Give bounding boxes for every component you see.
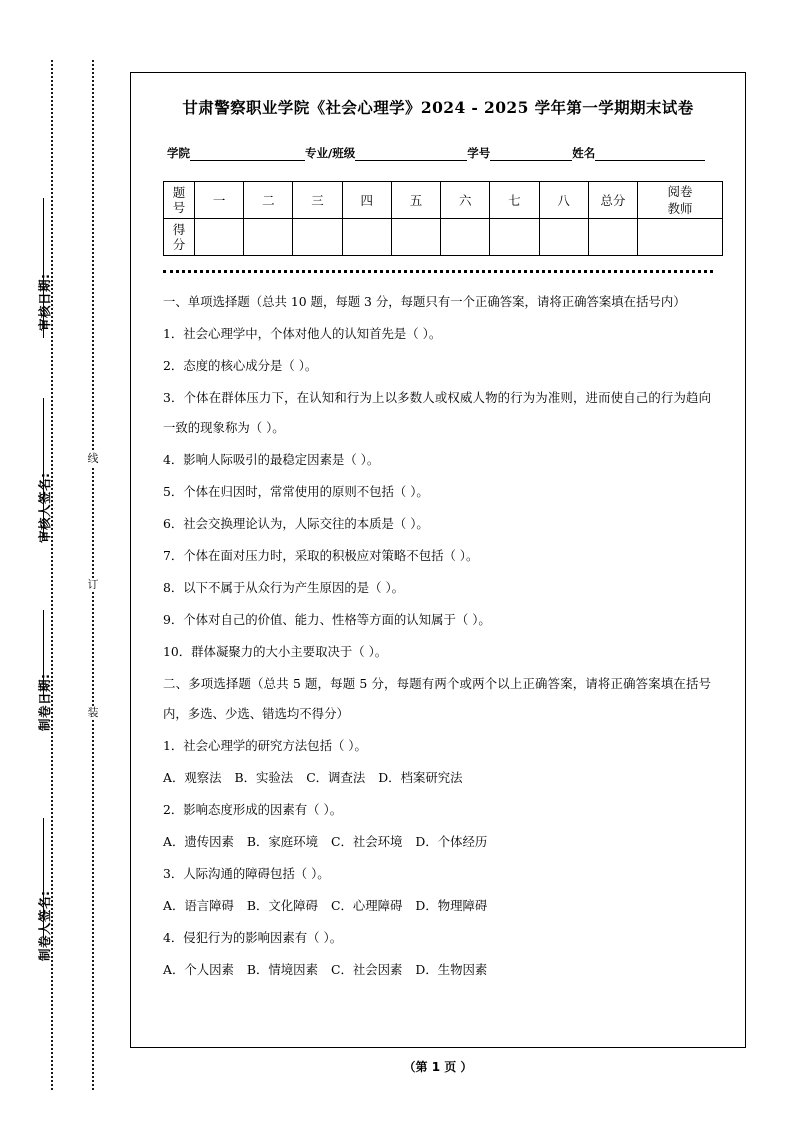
score-col-3: 三 — [293, 182, 342, 219]
option-c[interactable]: C．社会环境 — [330, 834, 403, 849]
score-col-total: 总分 — [588, 182, 637, 219]
question-2-4: 4．侵犯行为的影响因素有（ ）。 — [163, 930, 343, 945]
major-class-label: 专业/班级 — [305, 146, 356, 160]
question-2-3: 3．人际沟通的障碍包括（ ）。 — [163, 866, 330, 881]
option-a[interactable]: A．观察法 — [163, 770, 222, 785]
option-d[interactable]: D．物理障碍 — [415, 898, 488, 913]
option-b[interactable]: B．实验法 — [234, 770, 294, 785]
option-a[interactable]: A．语言障碍 — [163, 898, 234, 913]
question-2-4-options — [163, 955, 711, 985]
score-col-6: 六 — [441, 182, 490, 219]
section-heading-2: 二、多项选择题（总共 5 题，每题 5 分，每题有两个或两个以上正确答案，请将正确答案填在括号内，多选、少选、错选均不得分） — [163, 676, 711, 721]
table-row-scores — [164, 219, 723, 256]
option-d[interactable]: D．生物因素 — [415, 962, 488, 977]
option-c[interactable]: C．心理障碍 — [330, 898, 403, 913]
student-id-label: 学号 — [467, 146, 491, 160]
sidebar-field-paper-date — [22, 673, 66, 780]
question-1-1: 1．社会心理学中，个体对他人的认知首先是（ ）。 — [163, 326, 442, 341]
college-input[interactable] — [190, 148, 305, 161]
page-footer: （第 1 页 ） — [403, 1060, 473, 1074]
score-cell-total[interactable] — [588, 219, 637, 256]
binding-dashed-line-outer — [92, 60, 94, 1090]
student-id-input[interactable] — [490, 148, 572, 161]
question-1-10: 10．群体凝聚力的大小主要取决于（ ）。 — [163, 644, 388, 659]
score-cell-7[interactable] — [490, 219, 539, 256]
question-1-4: 4．影响人际吸引的最稳定因素是（ ）。 — [163, 452, 380, 467]
option-c[interactable]: C．调查法 — [306, 770, 366, 785]
questions-body — [163, 287, 711, 985]
question-2-1-options — [163, 763, 711, 793]
major-class-input[interactable] — [355, 148, 467, 161]
dotted-separator — [163, 270, 713, 273]
fold-mark-zhuang: 装 — [85, 706, 101, 720]
score-col-8: 八 — [539, 182, 588, 219]
paper-date-label: 制卷日期: — [37, 673, 52, 731]
paper-author-signature-label: 制卷人签名: — [37, 890, 52, 961]
option-a[interactable]: A．个人因素 — [163, 962, 234, 977]
question-2-1: 1．社会心理学的研究方法包括（ ）。 — [163, 738, 367, 753]
fold-mark-ding: 订 — [85, 578, 101, 592]
sidebar-field-audit-date — [22, 273, 66, 380]
page-title: 甘肃警察职业学院《社会心理学》2024 - 2025 学年第一学期期末试卷 — [182, 98, 694, 117]
auditor-signature-label: 审核人签名: — [37, 472, 52, 543]
college-label: 学院 — [167, 146, 190, 160]
score-cell-1[interactable] — [195, 219, 244, 256]
major-class-field — [305, 145, 467, 161]
score-cell-2[interactable] — [244, 219, 293, 256]
score-cell-8[interactable] — [539, 219, 588, 256]
name-input[interactable] — [595, 148, 705, 161]
binding-sidebar — [0, 0, 130, 1122]
sidebar-field-auditor-signature — [22, 472, 66, 612]
score-table-row1-header: 题 号 — [164, 182, 195, 219]
section-heading-1: 一、单项选择题（总共 10 题，每题 3 分，每题只有一个正确答案，请将正确答案填在括号内） — [163, 294, 686, 309]
table-row-question-numbers — [164, 182, 723, 219]
score-cell-3[interactable] — [293, 219, 342, 256]
question-2-3-options — [163, 891, 711, 921]
question-1-7: 7．个体在面对压力时，采取的积极应对策略不包括（ ）。 — [163, 548, 479, 563]
option-b[interactable]: B．文化障碍 — [246, 898, 318, 913]
question-2-2: 2．影响态度形成的因素有（ ）。 — [163, 802, 343, 817]
question-1-9: 9．个体对自己的价值、能力、性格等方面的认知属于（ ）。 — [163, 612, 491, 627]
option-a[interactable]: A．遗传因素 — [163, 834, 234, 849]
student-info-row — [167, 145, 713, 161]
question-1-6: 6．社会交换理论认为，人际交往的本质是（ ）。 — [163, 516, 429, 531]
score-col-4: 四 — [342, 182, 391, 219]
option-d[interactable]: D．个体经历 — [415, 834, 488, 849]
option-d[interactable]: D．档案研究法 — [378, 770, 463, 785]
score-col-teacher: 阅卷 教师 — [638, 182, 723, 219]
score-cell-6[interactable] — [441, 219, 490, 256]
score-col-2: 二 — [244, 182, 293, 219]
score-cell-4[interactable] — [342, 219, 391, 256]
option-c[interactable]: C．社会因素 — [330, 962, 403, 977]
name-label: 姓名 — [572, 146, 596, 160]
option-b[interactable]: B．家庭环境 — [246, 834, 318, 849]
fold-mark-xian: 线 — [85, 452, 101, 466]
score-table-row2-header: 得 分 — [164, 219, 195, 256]
question-1-8: 8．以下不属于从众行为产生原因的是（ ）。 — [163, 580, 405, 595]
score-cell-teacher[interactable] — [638, 219, 723, 256]
score-col-7: 七 — [490, 182, 539, 219]
college-field — [167, 145, 305, 161]
question-1-3: 3．个体在群体压力下，在认知和行为上以多数人或权威人物的行为为准则，进而使自己的行为趋向一致的现象称为（ ）。 — [163, 390, 711, 435]
sidebar-field-paper-author-signature — [22, 890, 66, 1030]
name-field — [572, 145, 705, 161]
question-1-2: 2．态度的核心成分是（ ）。 — [163, 358, 318, 373]
question-2-2-options — [163, 827, 711, 857]
exam-paper-frame — [130, 72, 746, 1048]
score-col-5: 五 — [391, 182, 440, 219]
student-id-field — [467, 145, 572, 161]
score-cell-5[interactable] — [391, 219, 440, 256]
score-col-1: 一 — [195, 182, 244, 219]
option-b[interactable]: B．情境因素 — [246, 962, 318, 977]
audit-date-label: 审核日期: — [37, 273, 52, 331]
question-1-5: 5．个体在归因时，常常使用的原则不包括（ ）。 — [163, 484, 429, 499]
score-table — [163, 181, 723, 256]
